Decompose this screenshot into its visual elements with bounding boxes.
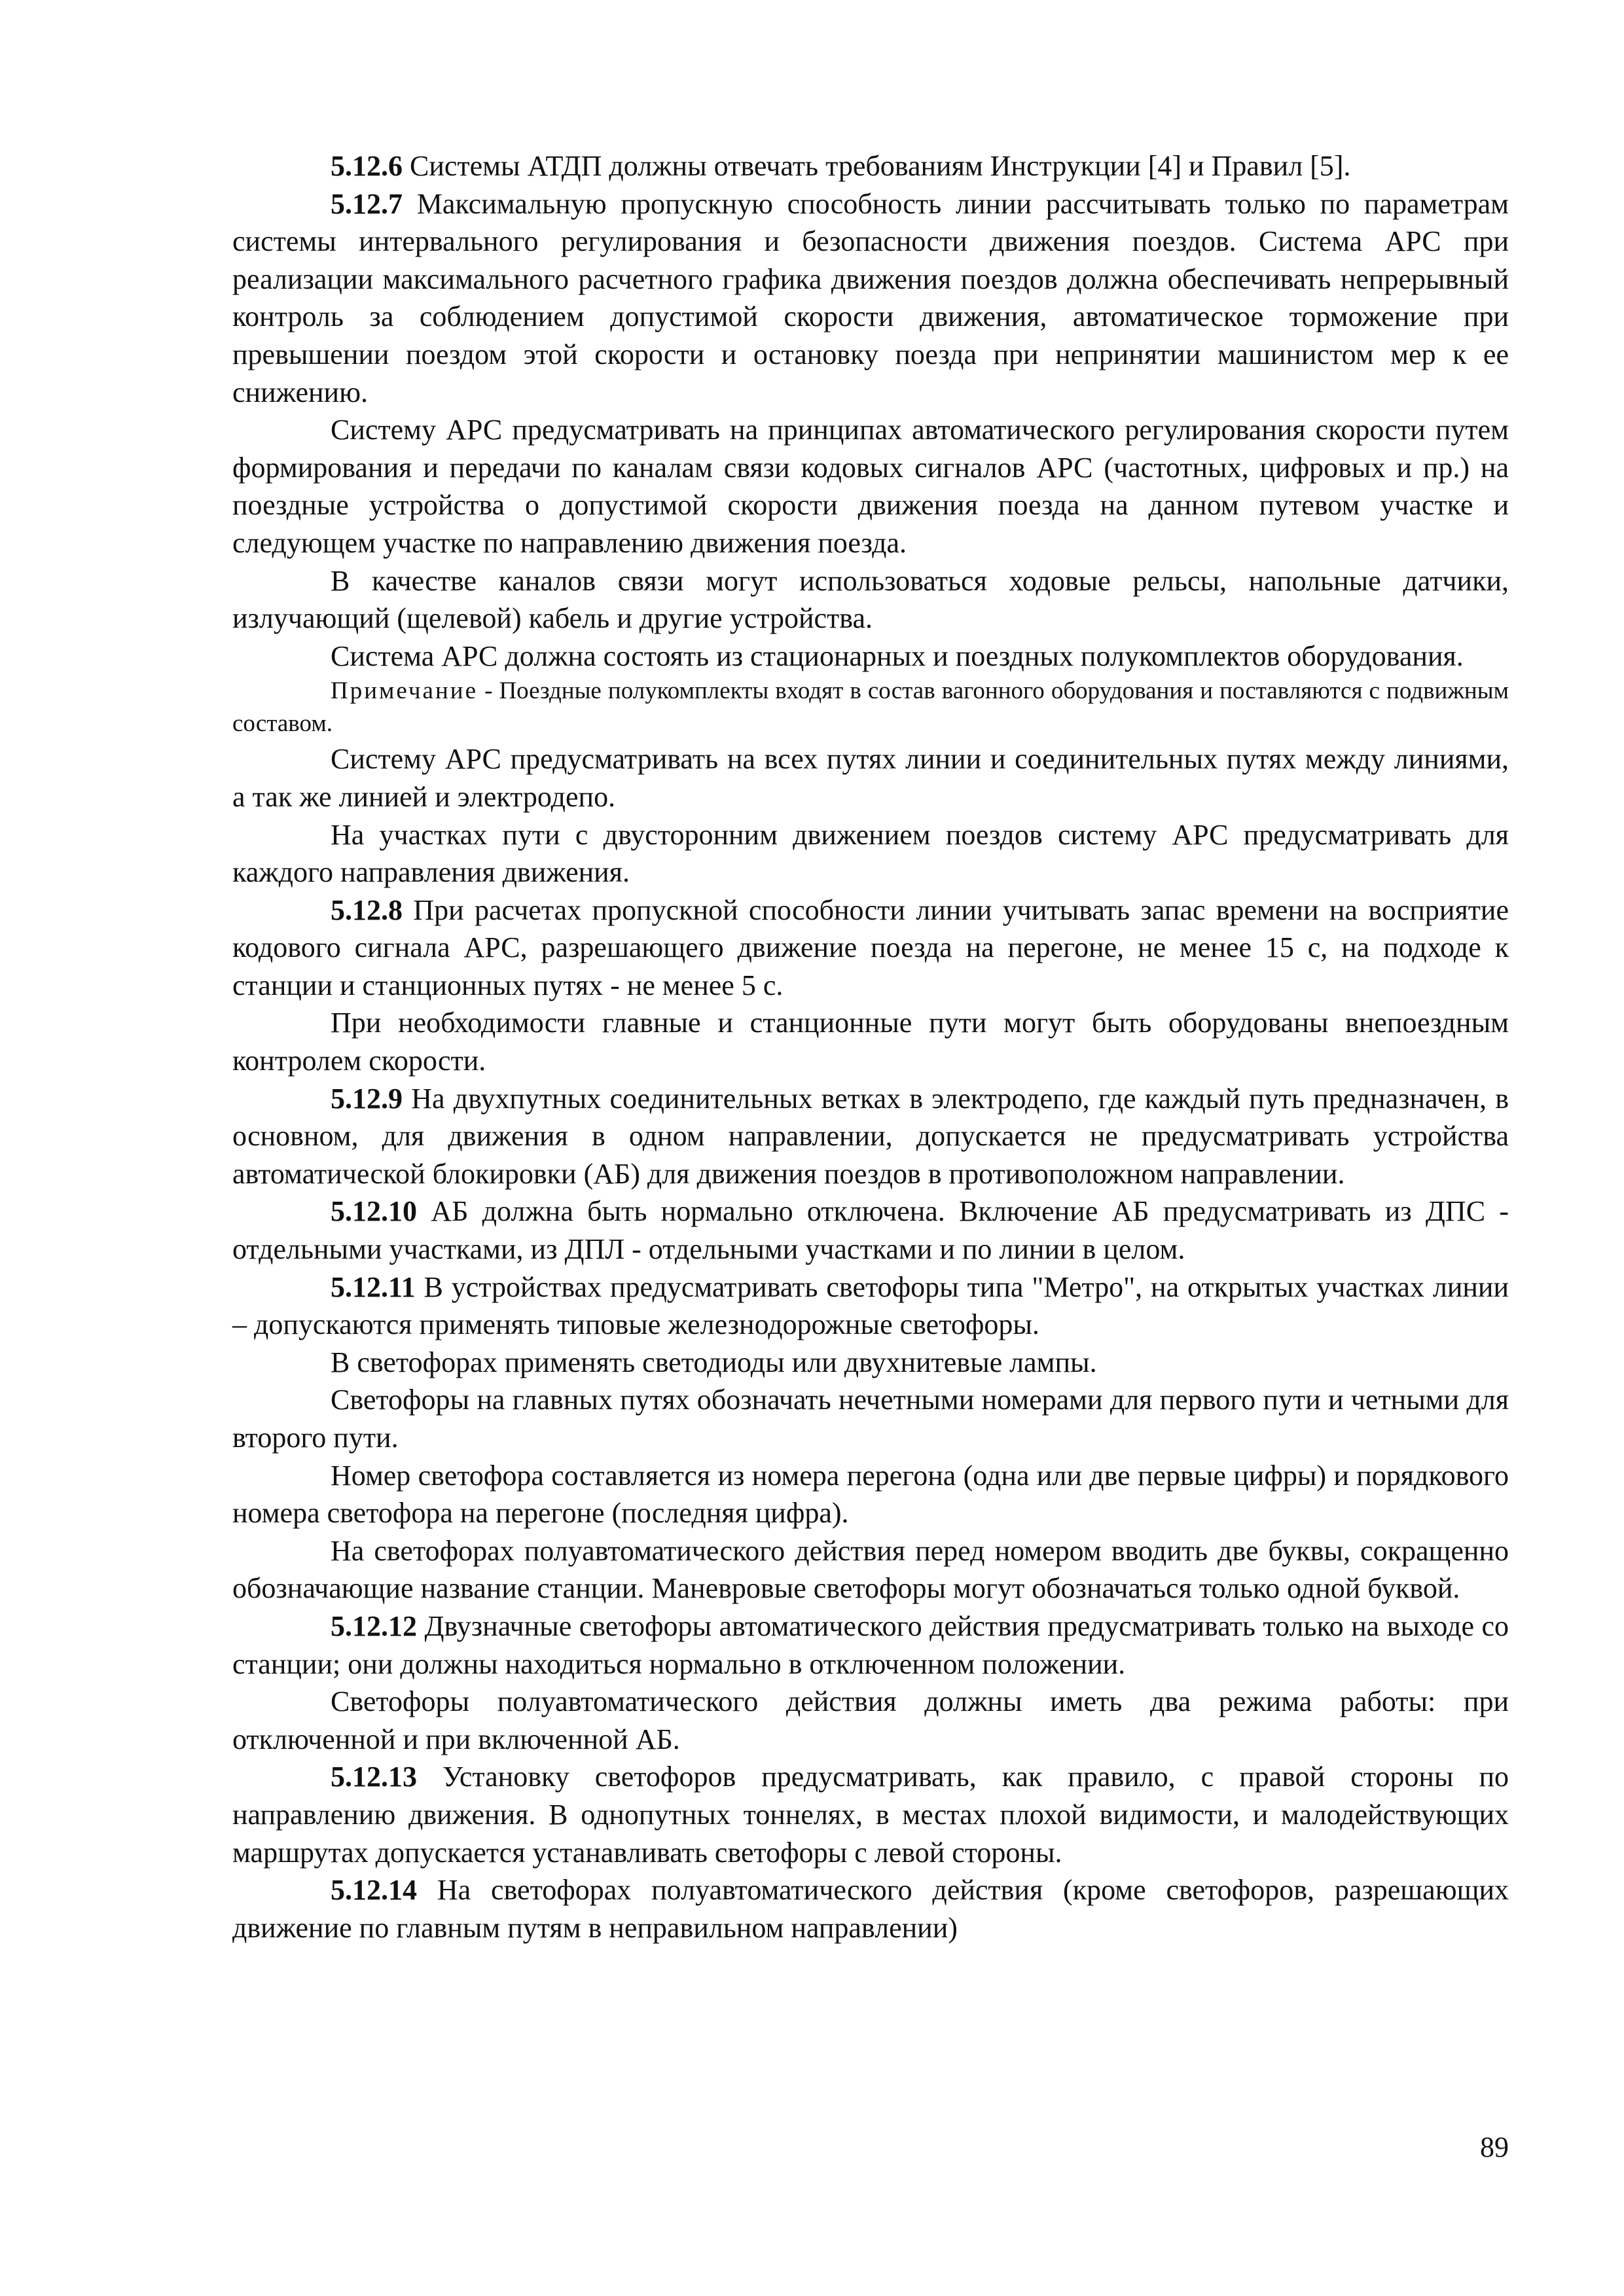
note-label: Примечание [331,677,478,705]
document-body [232,147,1509,1946]
paragraph-text: Двузначные светофоры автоматического действия предусматривать только на выходе со станции; они должны находиться нормально в отключенном положении. [232,1609,1509,1680]
paragraph [232,562,1509,637]
paragraph-5-12-8 [232,891,1509,1005]
paragraph [232,1457,1509,1532]
paragraph-5-12-10 [232,1193,1509,1268]
paragraph [232,1381,1509,1456]
paragraph [232,740,1509,816]
paragraph-text: На светофорах полуавтоматического действия (кроме светофоров, разрешающих движение по главным путям в неправильном направлении) [232,1874,1509,1944]
paragraph-5-12-9 [232,1080,1509,1193]
paragraph-text: В устройствах предусматривать светофоры типа "Метро", на открытых участках линии – допускаются применять типовые железнодорожные светофоры. [232,1270,1509,1341]
note [232,675,1509,740]
paragraph-text: При расчетах пропускной способности линии учитывать запас времени на восприятие кодового сигнала АРС, разрешающего движение поезда на перегоне, не менее 15 с, на подходе к станции и станционных путях - не менее 5 с. [232,893,1509,1001]
paragraph-text: Систему АРС предусматривать на принципах автоматического регулирования скорости путем формирования и передачи по каналам связи кодовых сигналов АРС (частотных, цифровых и пр.) на поездные устройства о допустимой скорости движения поезда на данном путевом участке и следующем участке по направлению движения поезда. [232,414,1509,559]
paragraph-text: Системы АТДП должны отвечать требованиям Инструкции [4] и Правил [5]. [403,150,1351,182]
paragraph-text: На участках пути с двусторонним движением поездов систему АРС предусматривать для каждого направления движения. [232,818,1509,889]
clause-number: 5.12.9 [331,1082,403,1115]
clause-number: 5.12.8 [331,893,403,926]
paragraph-text: В качестве каналов связи могут использоваться ходовые рельсы, напольные датчики, излучающий (щелевой) кабель и другие устройства. [232,564,1509,635]
paragraph [232,1532,1509,1607]
paragraph-text: Светофоры полуавтоматического действия должны иметь два режима работы: при отключенной и при включенной АБ. [232,1685,1509,1755]
paragraph [232,1344,1509,1382]
paragraph-text: В светофорах применять светодиоды или двухнитевые лампы. [331,1346,1097,1378]
paragraph-text: АБ должна быть нормально отключена. Включение АБ предусматривать из ДПС - отдельными участками, из ДПЛ - отдельными участками и по линии в целом. [232,1195,1509,1266]
page-number: 89 [1480,2131,1509,2163]
paragraph [232,816,1509,891]
paragraph-5-12-7 [232,185,1509,412]
paragraph-text: При необходимости главные и станционные пути могут быть оборудованы внепоездным контролем скорости. [232,1007,1509,1077]
clause-number: 5.12.12 [331,1609,417,1642]
clause-number: 5.12.13 [331,1761,417,1793]
paragraph-text: На светофорах полуавтоматического действия перед номером вводить две буквы, сокращенно обозначающие название станции. Маневровые светофоры могут обозначаться только одной буквой. [232,1534,1509,1605]
paragraph-5-12-14 [232,1871,1509,1946]
clause-number: 5.12.7 [331,187,403,220]
paragraph [232,637,1509,675]
clause-number: 5.12.10 [331,1195,417,1228]
paragraph [232,1004,1509,1079]
paragraph-text: Систему АРС предусматривать на всех путях линии и соединительных путях между линиями, а так же линией и электродепо. [232,743,1509,813]
paragraph-text: Система АРС должна состоять из стационарных и поездных полукомплектов оборудования. [331,639,1464,672]
paragraph-5-12-11 [232,1268,1509,1344]
paragraph-text: Номер светофора составляется из номера перегона (одна или две первые цифры) и порядкового номера светофора на перегоне (последняя цифра). [232,1459,1509,1530]
clause-number: 5.12.11 [331,1270,416,1303]
clause-number: 5.12.6 [331,150,403,182]
paragraph-5-12-12 [232,1607,1509,1683]
paragraph-text: На двухпутных соединительных ветках в электродепо, где каждый путь предназначен, в основном, для движения в одном направлении, допускается не предусматривать устройства автоматической блокировки (АБ) для движения поездов в противоположном направлении. [232,1082,1509,1190]
paragraph [232,1683,1509,1758]
paragraph-text: Установку светофоров предусматривать, как правило, с правой стороны по направлению движения. В однопутных тоннелях, в местах плохой видимости, и малодействующих маршрутах допускается устанавливать светофоры с левой стороны. [232,1761,1509,1869]
paragraph [232,411,1509,562]
paragraph-5-12-13 [232,1758,1509,1871]
paragraph-text: Светофоры на главных путях обозначать нечетными номерами для первого пути и четными для второго пути. [232,1384,1509,1454]
note-text: - Поездные полукомплекты входят в состав вагонного оборудования и поставляются с подвижным составом. [232,677,1509,738]
paragraph-5-12-6 [232,147,1509,185]
paragraph-text: Максимальную пропускную способность линии рассчитывать только по параметрам системы интервального регулирования и безопасности движения поездов. Система АРС при реализации максимального расчетного графика движения поездов должна обеспечивать непрерывный контроль за соблюдением допустимой скорости движения, автоматическое торможение при превышении поездом этой скорости и остановку поезда при непринятии машинистом мер к ее снижению. [232,187,1509,408]
clause-number: 5.12.14 [331,1874,417,1907]
